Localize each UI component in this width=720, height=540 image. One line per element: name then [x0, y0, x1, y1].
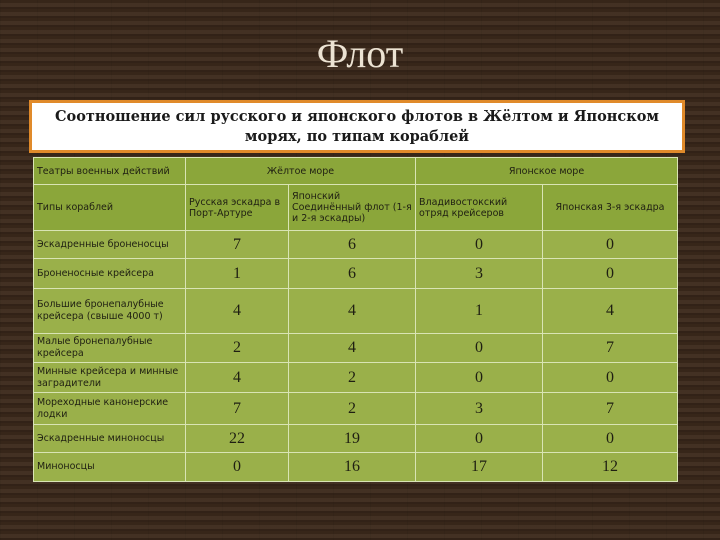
- ship-type-label: Броненосные крейсера: [34, 259, 186, 289]
- value-cell: 7: [543, 334, 678, 363]
- table-row: [34, 231, 678, 259]
- value-cell: 2: [289, 393, 416, 425]
- value-cell: 0: [543, 259, 678, 289]
- value-cell: 4: [289, 289, 416, 334]
- value-cell: 0: [543, 231, 678, 259]
- value-cell: 4: [186, 363, 289, 393]
- ship-type-label: Эскадренные миноносцы: [34, 425, 186, 453]
- table-row: [34, 363, 678, 393]
- header-japanese-third-squadron: Японская 3-я эскадра: [543, 185, 678, 231]
- value-cell: 6: [289, 259, 416, 289]
- value-cell: 19: [289, 425, 416, 453]
- value-cell: 0: [416, 334, 543, 363]
- value-cell: 2: [186, 334, 289, 363]
- value-cell: 1: [186, 259, 289, 289]
- header-yellow-sea: Жёлтое море: [186, 158, 416, 185]
- value-cell: 16: [289, 453, 416, 482]
- table-row: [34, 289, 678, 334]
- slide-title: Флот: [316, 31, 404, 76]
- value-cell: 7: [186, 393, 289, 425]
- value-cell: 22: [186, 425, 289, 453]
- value-cell: 0: [543, 363, 678, 393]
- table-row: [34, 259, 678, 289]
- header-row-theaters: [34, 158, 678, 185]
- value-cell: 2: [289, 363, 416, 393]
- ship-type-label: Мореходные канонерские лодки: [34, 393, 186, 425]
- fleet-comparison-table: [33, 157, 678, 482]
- header-row-types: [34, 185, 678, 231]
- value-cell: 0: [186, 453, 289, 482]
- value-cell: 17: [416, 453, 543, 482]
- ship-type-label: Малые бронепалубные крейсера: [34, 334, 186, 363]
- ship-type-label: Эскадренные броненосцы: [34, 231, 186, 259]
- value-cell: 6: [289, 231, 416, 259]
- table-row: [34, 425, 678, 453]
- header-theaters-label: Театры военных действий: [34, 158, 186, 185]
- value-cell: 12: [543, 453, 678, 482]
- table-caption-text: Соотношение сил русского и японского флотов в Жёлтом и Японском морях, по типам кораблей: [55, 107, 659, 145]
- header-port-arthur-squadron: Русская эскадра в Порт-Артуре: [186, 185, 289, 231]
- value-cell: 4: [543, 289, 678, 334]
- value-cell: 7: [186, 231, 289, 259]
- value-cell: 0: [543, 425, 678, 453]
- value-cell: 1: [416, 289, 543, 334]
- table-row: [34, 334, 678, 363]
- value-cell: 0: [416, 363, 543, 393]
- ship-type-label: Миноносцы: [34, 453, 186, 482]
- value-cell: 7: [543, 393, 678, 425]
- value-cell: 3: [416, 393, 543, 425]
- value-cell: 3: [416, 259, 543, 289]
- table-caption: [29, 100, 685, 153]
- value-cell: 0: [416, 231, 543, 259]
- value-cell: 0: [416, 425, 543, 453]
- header-japan-sea: Японское море: [416, 158, 678, 185]
- ship-type-label: Минные крейсера и минные заградители: [34, 363, 186, 393]
- ship-type-label: Большие бронепалубные крейсера (свыше 4000 т): [34, 289, 186, 334]
- table-row: [34, 453, 678, 482]
- value-cell: 4: [186, 289, 289, 334]
- header-japanese-combined-fleet: Японский Соединённый флот (1-я и 2-я эскадры): [289, 185, 416, 231]
- table-row: [34, 393, 678, 425]
- header-vladivostok-cruisers: Владивостокский отряд крейсеров: [416, 185, 543, 231]
- value-cell: 4: [289, 334, 416, 363]
- header-types-label: Типы кораблей: [34, 185, 186, 231]
